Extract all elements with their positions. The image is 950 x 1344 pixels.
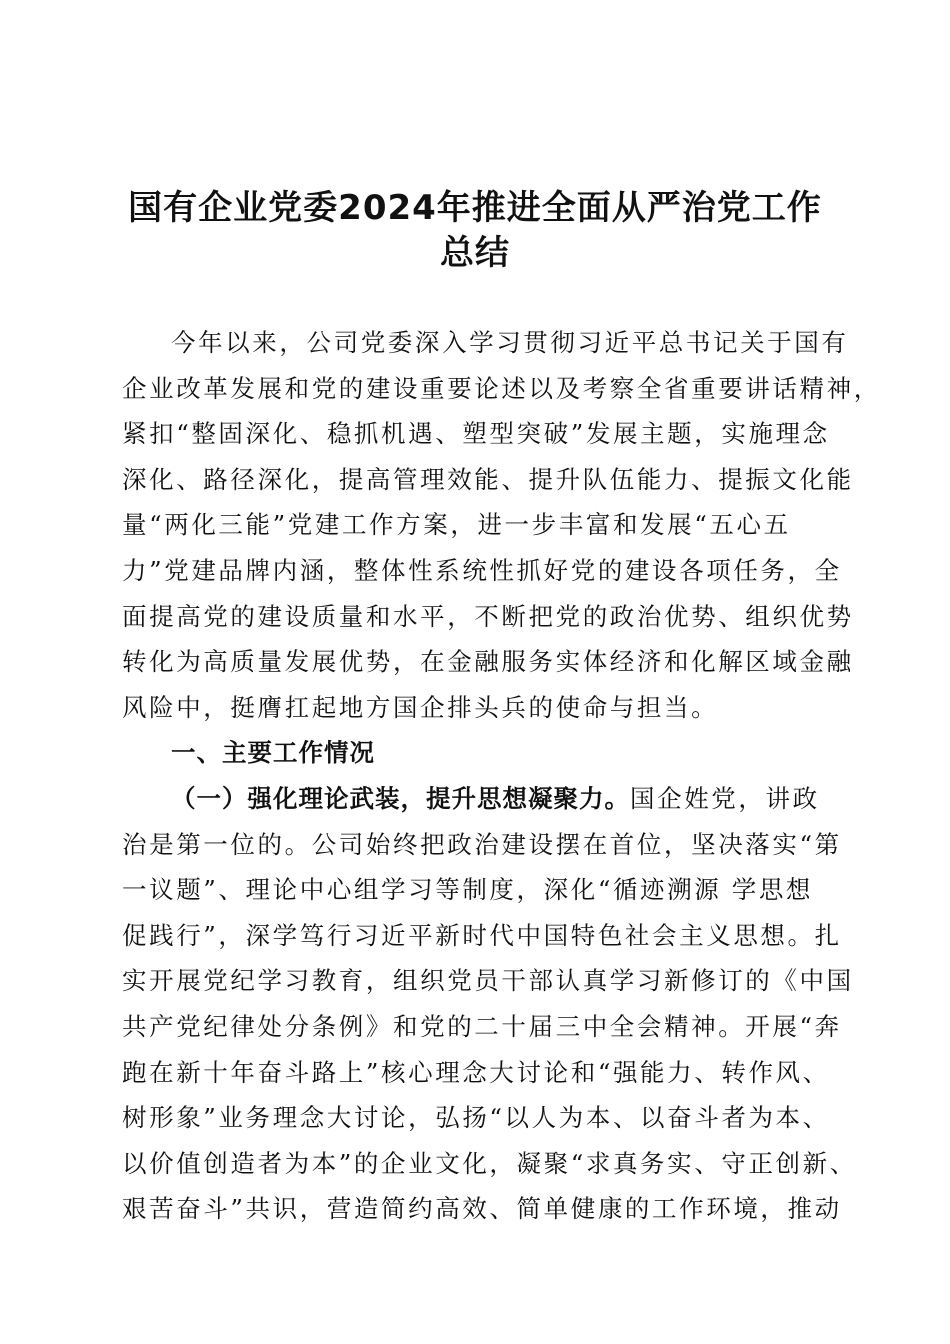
paragraph-line: 促践行”，深学笃行习近平新时代中国特色社会主义思想。扎 bbox=[122, 920, 842, 950]
paragraph-line: 跑在新十年奋斗路上”核心理念大讨论和“强能力、转作风、 bbox=[122, 1057, 830, 1087]
document-title-line-1: 国有企业党委2024年推进全面从严治党工作 bbox=[128, 188, 822, 228]
subsection-lead-text: 国企姓党，讲政 bbox=[630, 783, 820, 813]
paragraph-line: 量“两化三能”党建工作方案，进一步丰富和发展“五心五 bbox=[122, 510, 791, 540]
paragraph-line: 深化、路径深化，提高管理效能、提升队伍能力、提振文化能 bbox=[122, 464, 854, 494]
paragraph-line: 树形象”业务理念大讨论，弘扬“以人为本、以奋斗者为本、 bbox=[122, 1103, 830, 1133]
paragraph-line: 面提高党的建设质量和水平，不断把党的政治优势、组织优势 bbox=[122, 601, 854, 631]
subsection-first-line bbox=[122, 776, 842, 822]
section-heading: 一、主要工作情况 bbox=[171, 738, 375, 768]
paragraph-line: 共产党纪律处分条例》和党的二十届三中全会精神。开展“奔 bbox=[122, 1011, 842, 1041]
paragraph-line: 力”党建品牌内涵，整体性系统性抓好党的建设各项任务，全 bbox=[122, 555, 842, 585]
paragraph-line: 以价值创造者为本”的企业文化，凝聚“求真务实、守正创新、 bbox=[122, 1148, 857, 1178]
subsection-heading: （一）强化理论武装，提升思想凝聚力。 bbox=[171, 783, 630, 813]
paragraph-line: 艰苦奋斗”共识，营造简约高效、简单健康的工作环境，推动 bbox=[122, 1194, 842, 1224]
paragraph-line: 实开展党纪学习教育，组织党员干部认真学习新修订的《中国 bbox=[122, 966, 854, 996]
paragraph-line: 紧扣“整固深化、稳抓机遇、塑型突破”发展主题，实施理念 bbox=[122, 419, 830, 449]
document-title-line-2: 总结 bbox=[440, 233, 510, 273]
paragraph-line: 今年以来，公司党委深入学习贯彻习近平总书记关于国有 bbox=[171, 328, 849, 357]
paragraph-line: 治是第一位的。公司始终把政治建设摆在首位，坚决落实“第 bbox=[122, 829, 842, 859]
paragraph-line: 一议题”、理论中心组学习等制度，深化“循迹溯源 学思想 bbox=[122, 875, 814, 905]
document-body bbox=[122, 320, 881, 1232]
paragraph-line: 企业改革发展和党的建设重要论述以及考察全省重要讲话精神， bbox=[122, 373, 881, 403]
paragraph-line: 风险中，挺膺扛起地方国企排头兵的使命与担当。 bbox=[122, 692, 719, 722]
paragraph-line: 转化为高质量发展优势，在金融服务实体经济和化解区域金融 bbox=[122, 647, 854, 677]
